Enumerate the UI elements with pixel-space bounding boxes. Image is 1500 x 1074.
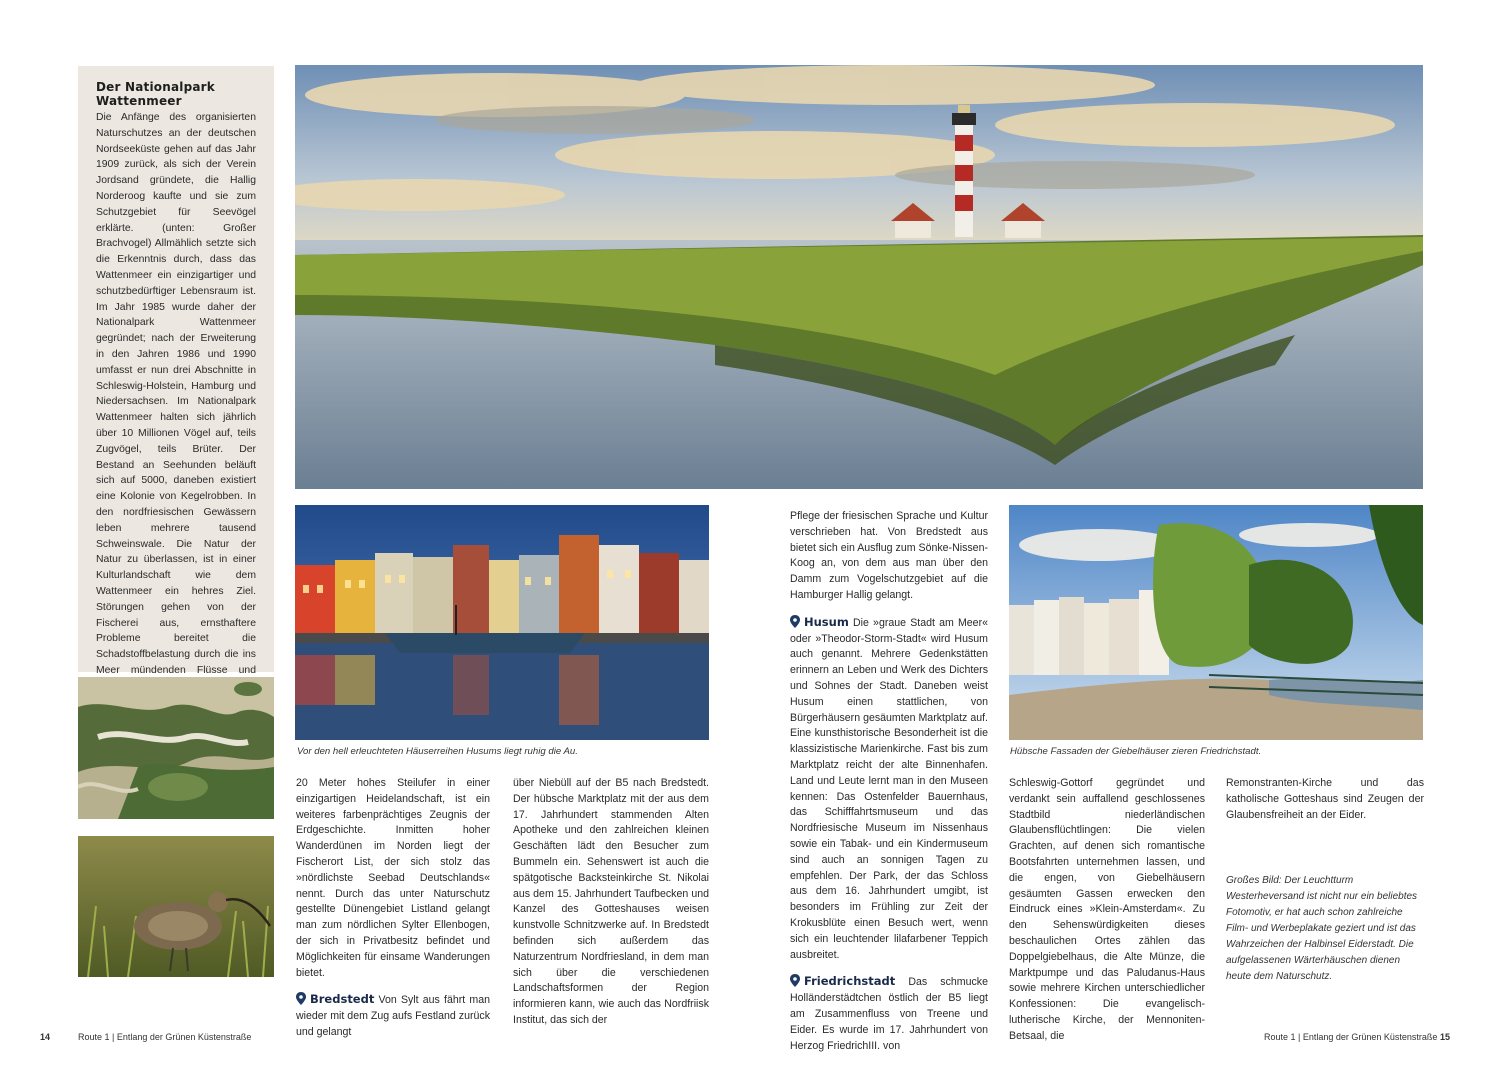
section-friedrichstadt [790, 974, 988, 1054]
sidebar-title: Der Nationalpark Wattenmeer [96, 80, 215, 108]
text-column-4: Schleswig-Gottorf gegründet und verdankt sein auffallend geschlossenes Stadtbild niederländischen Glaubensflüchtlingen: Die vielen Grachten, auf denen sich romantische Bootsfahrten unternehmen lassen, und die engen, von Giebelhäusern gesäumten Gassen erwecken den Eindruck eines »Klein-Amsterdam«. Zu den Sehenswürdigkeiten dieses beschaulichen Ortes zählen das Doppelgiebelhaus, die Alte Münze, die Marktpumpe und das Paludanus-Haus sowie mehrere Kirchen unterschiedlicher Konfessionen: Die evangelisch-lutherische Kirche, der Mennoniten-Betsaal, die [1009, 777, 1205, 1042]
curlew-bird-photo [78, 836, 274, 977]
place-heading-friedrichstadt: Friedrichstadt [804, 974, 896, 989]
husum-text: Die »graue Stadt am Meer« oder »Theodor-Storm-Stadt« wird Husum auch genannt. Mehrere Gedenkstätten erinnern an Leben und Werk des Dichters und Sohnes der Stadt. Daneben weist Husum einen stattlichen, von Bürgerhäusern gesäumten Marktplatz auf. Eine kunsthistorische Besonderheit ist die klassizistische Marienkirche. Fast bis zum Marktplatz reicht der alte Binnenhafen. Land und Leute lernt man in den Museen kennen: Das Ostenfelder Bauernhaus, das Schifffahrtsmuseum und das Nordfriesische Museum im Nissenhaus sowie ein Tabak- und ein Kindermuseum sind auch an sonnigen Tagen zu empfehlen. Der Park, der das Schloss aus dem 16. Jahrhundert umgibt, ist besonders im Frühling zur Zeit der Krokusblüte einen Besuch wert, wenn sich ein leuchtender lilafarbener Teppich ausbreitet. [790, 616, 988, 961]
running-head-left: Route 1 | Entlang der Grünen Küstenstraße [78, 1032, 252, 1042]
paragraph-sylt: 20 Meter hohes Steilufer in einer einzigartigen Heidelandschaft, ist ein weiteres farbenprächtiges Zeugnis der Erdgeschichte. Inmitten hoher Wanderdünen im Norden liegt der Fischerort List, der sich stolz das »nördlichste Seebad Deutschlands« nennt. Durch das unter Naturschutz gestellte Dünengebiet Listland gelangt man zum nördlichen Sylter Ellenbogen, der sich in Privatbesitz befindet und Möglichkeiten für einsame Wanderungen bietet. [296, 777, 490, 979]
husum-caption: Vor den hell erleuchteten Häuserreihen Husums liegt ruhig die Au. [297, 746, 578, 757]
paragraph-eider: Remonstranten-Kirche und das katholische Gotteshaus sind Zeugen der Glaubensfreiheit an der Eider. [1226, 777, 1424, 821]
lighthouse-westerhever-photo [295, 65, 1423, 489]
map-pin-icon [790, 615, 800, 628]
husum-harbour-photo [295, 505, 709, 740]
place-heading-bredstedt: Bredstedt [310, 992, 375, 1007]
text-column-2: über Niebüll auf der B5 nach Bredstedt. Der hübsche Marktplatz mit der aus dem 17. Jahrhundert stammenden Alten Apotheke und den zahlreichen kleinen Geschäften lädt den Besucher zum Bummeln ein. Sehenswert ist auch die spätgotische Backsteinkirche St. Nikolai aus dem 15. Jahrhundert Taufbecken und Kanzel des Gotteshauses weisen kunstvolle Schnitzwerke auf. In Bredstedt befinden sich außerdem das Naturzentrum Nordfriesland, in dem man sich über die verschiedenen Landschaftsformen der Region informieren kann, wie auch das Nordfriisk Institut, das sich der [513, 777, 709, 1026]
running-head-right: Route 1 | Entlang der Grünen Küstenstraße [1264, 1032, 1438, 1042]
text-column-1 [296, 776, 490, 1041]
text-column-3 [790, 509, 988, 1054]
page-number-left: 14 [40, 1032, 51, 1042]
friedrichstadt-caption: Hübsche Fassaden der Giebelhäuser zieren Friedrichstadt. [1010, 746, 1262, 757]
paragraph-bredstedt-cont: Pflege der friesischen Sprache und Kultur verschrieben hat. Von Bredstedt aus bietet sich ein Ausflug zum Sönke-Nissen-Koog an, von dem aus man über den Damm zum Vogelschutzgebiet auf die Hamburger Hallig gelangt. [790, 510, 988, 601]
sidebar-body: Die Anfänge des organisierten Naturschutzes an der deutschen Nordseeküste gehen auf das Jahr 1909 zurück, als sich der Verein Jordsand gründete, die Hallig Norderoog kaufte und sie zum Schutzgebiet für Seevögel erklärte. (unten: Großer Brachvogel) Allmählich setzte sich die Erkenntnis durch, dass das Wattenmeer ein einzigartiger und schutzbedürftiger Lebensraum ist. Im Jahr 1985 wurde daher der Nationalpark Wattenmeer gegründet; nach der Erweiterung in den Jahren 1986 und 1990 umfasst er nun drei Abschnitte in Schleswig-Holstein, Hamburg und Niedersachsen. Im Nationalpark Wattenmeer halten sich jährlich über 10 Millionen Vögel auf, teils Zugvögel, teils Brüter. Der Bestand an Seehunden beläuft sich auf 5000, daneben existiert eine Kolonie von Kegelrobben. In den nordfriesischen Gewässern leben mehrere tausend Schweinswale. Die Natur der Natur zu überlassen, ist in einer Kulturlandschaft wie dem Wattenmeer ein hehres Ziel. Störungen gehen von der Fischerei aus, ernsthaftere Probleme bereitet die Schadstoffbelastung durch die ins Meer mündenden Flüsse und [96, 112, 256, 676]
friedrichstadt-text: Das schmucke Holländerstädtchen östlich der B5 liegt am Zusammenfluss von Treene und Eider. Es wurde im 17. Jahrhundert von Herzog FriedrichIII. von [790, 976, 988, 1052]
friedrichstadt-photo [1009, 505, 1423, 740]
bredstedt-intro: Von Sylt aus fährt man wieder mit dem Zug aufs Festland zurück und gelangt [296, 994, 490, 1038]
map-pin-icon [296, 992, 306, 1005]
sidebar-box [78, 66, 274, 676]
aerial-wadden-photo [78, 677, 274, 819]
section-husum [790, 615, 988, 964]
place-heading-husum: Husum [804, 614, 849, 629]
text-column-5 [1226, 776, 1424, 985]
large-image-caption: Großes Bild: Der Leuchtturm Westerheversand ist nicht nur ein beliebtes Fotomotiv, er hat auch schon zahlreiche Film- und Werbeplakate geziert und ist das Wahrzeichen der Halbinsel Eiderstadt. Die aufgelassenen Wärterhäuschen dienen heute dem Naturschutz. [1226, 875, 1418, 983]
section-bredstedt [296, 992, 490, 1040]
map-pin-icon [790, 974, 800, 987]
page-number-right: 15 [1440, 1032, 1451, 1042]
